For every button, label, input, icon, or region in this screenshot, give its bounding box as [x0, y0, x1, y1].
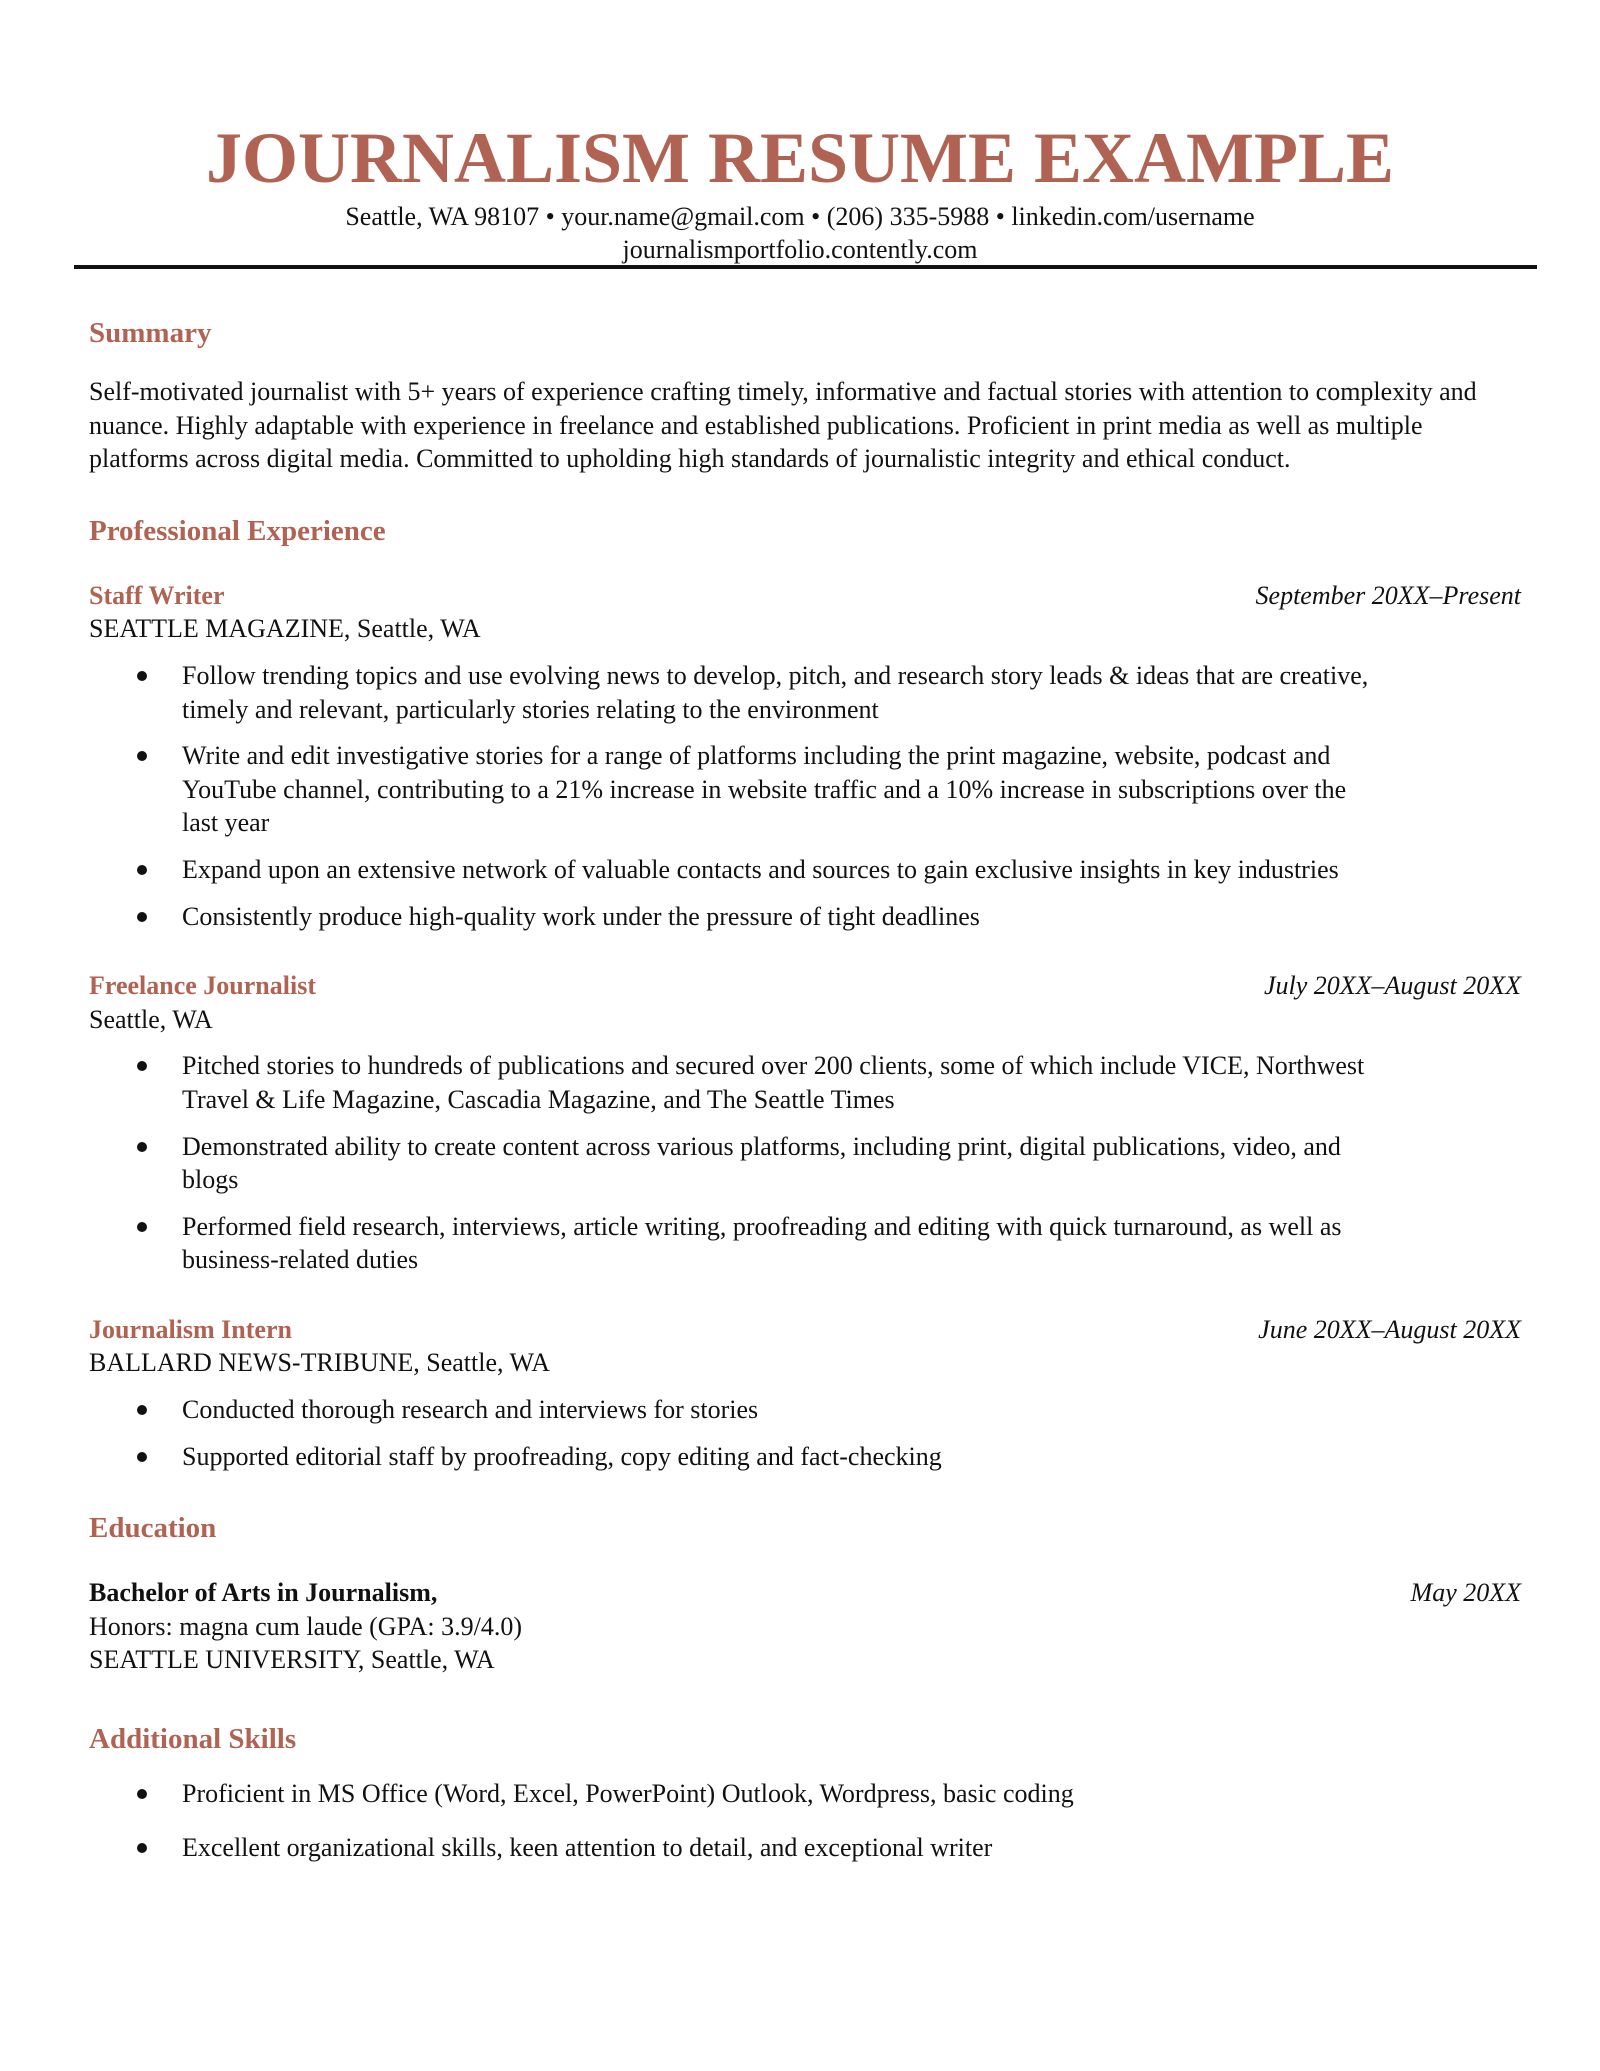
job-organization: SEATTLE MAGAZINE, Seattle, WA: [89, 614, 481, 644]
skills-list: [89, 1777, 1521, 1864]
bullet-item: [89, 900, 1372, 934]
job-title: Staff Writer: [89, 580, 225, 610]
bullet-item: [89, 853, 1372, 887]
education-entry: [89, 1576, 1521, 1677]
education-header: [89, 1576, 1521, 1610]
bullet-icon: [137, 1061, 147, 1071]
job-date: June 20XX–August 20XX: [1258, 1314, 1521, 1344]
bullet-icon: [137, 1843, 147, 1853]
job-bullets: [89, 1049, 1521, 1277]
skills-bullets: [89, 1777, 1521, 1864]
bullet-text: Conducted thorough research and interviews for stories: [182, 1395, 759, 1425]
contact-line: Seattle, WA 98107 • your.name@gmail.com • (206) 335-5988 • linkedin.com/username: [345, 202, 1255, 231]
job-header: [89, 969, 1521, 1003]
graduation-date: May 20XX: [1410, 1578, 1521, 1608]
header-divider: [74, 265, 1537, 269]
skill-item: [89, 1831, 1372, 1865]
job-date: September 20XX–Present: [1255, 580, 1521, 610]
job-entry: [89, 579, 1521, 933]
section-heading-skills: Additional Skills: [89, 1723, 297, 1756]
bullet-icon: [137, 1452, 147, 1462]
job-title: Freelance Journalist: [89, 971, 316, 1001]
bullet-icon: [137, 1405, 147, 1415]
bullet-icon: [137, 1789, 147, 1799]
bullet-text: Demonstrated ability to create content across various platforms, including print, digital publications, video, and blogs: [182, 1131, 1341, 1195]
bullet-icon: [137, 1142, 147, 1152]
job-entry: [89, 1313, 1521, 1473]
section-heading-education: Education: [89, 1512, 217, 1545]
skill-text: Proficient in MS Office (Word, Excel, PowerPoint) Outlook, Wordpress, basic coding: [182, 1779, 1074, 1809]
job-header: [89, 579, 1521, 613]
summary-text: Self-motivated journalist with 5+ years of experience crafting timely, informative and factual stories with attention to complexity and nuance. Highly adaptable with experience in freelance and established publications. Proficient in print media as well as multiple platforms across digital media. Committed to upholding high standards of journalistic integrity and ethical conduct.: [89, 377, 1477, 474]
job-title: Journalism Intern: [89, 1314, 292, 1344]
bullet-icon: [137, 865, 147, 875]
bullet-item: [89, 1393, 1372, 1427]
bullet-text: Expand upon an extensive network of valuable contacts and sources to gain exclusive insights in key industries: [182, 854, 1339, 884]
bullet-item: [89, 1210, 1372, 1277]
honors: Honors: magna cum laude (GPA: 3.9/4.0): [89, 1611, 523, 1641]
skill-text: Excellent organizational skills, keen attention to detail, and exceptional writer: [182, 1832, 993, 1862]
bullet-text: Follow trending topics and use evolving news to develop, pitch, and research story leads & ideas that are creative, timely and relevant, particularly stories relating to the environment: [182, 660, 1369, 724]
bullet-item: [89, 1130, 1372, 1197]
skill-item: [89, 1777, 1372, 1811]
bullet-text: Performed field research, interviews, article writing, proofreading and editing with quick turnaround, as well as business-related duties: [182, 1211, 1342, 1275]
resume-title: JOURNALISM RESUME EXAMPLE: [205, 118, 1395, 198]
job-organization: BALLARD NEWS-TRIBUNE, Seattle, WA: [89, 1348, 550, 1378]
bullet-text: Consistently produce high-quality work under the pressure of tight deadlines: [182, 901, 980, 931]
degree: Bachelor of Arts in Journalism,: [89, 1578, 438, 1608]
bullet-icon: [137, 1222, 147, 1232]
job-bullets: [89, 659, 1521, 933]
job-header: [89, 1313, 1521, 1347]
bullet-icon: [137, 671, 147, 681]
bullet-item: [89, 739, 1372, 840]
bullet-text: Supported editorial staff by proofreading, copy editing and fact-checking: [182, 1441, 942, 1471]
bullet-icon: [137, 912, 147, 922]
job-entry: [89, 969, 1521, 1277]
job-bullets: [89, 1393, 1521, 1473]
section-heading-summary: Summary: [89, 317, 212, 349]
bullet-item: [89, 1049, 1372, 1116]
bullet-text: Write and edit investigative stories for a range of platforms including the print magazine, website, podcast and YouTube channel, contributing to a 21% increase in website traffic and a 10% increase in subscriptions over the last year: [182, 741, 1347, 838]
job-date: July 20XX–August 20XX: [1263, 971, 1521, 1001]
bullet-item: [89, 1440, 1372, 1474]
resume-content: [89, 302, 1521, 1864]
bullet-text: Pitched stories to hundreds of publications and secured over 200 clients, some of which include VICE, Northwest Travel & Life Magazine, Cascadia Magazine, and The Seattle Times: [182, 1051, 1365, 1114]
job-organization: Seattle, WA: [89, 1004, 213, 1034]
portfolio-link: journalismportfolio.contently.com: [622, 235, 978, 264]
school: SEATTLE UNIVERSITY, Seattle, WA: [89, 1645, 495, 1675]
bullet-item: [89, 659, 1372, 726]
section-heading-experience: Professional Experience: [89, 514, 386, 547]
bullet-icon: [137, 751, 147, 761]
